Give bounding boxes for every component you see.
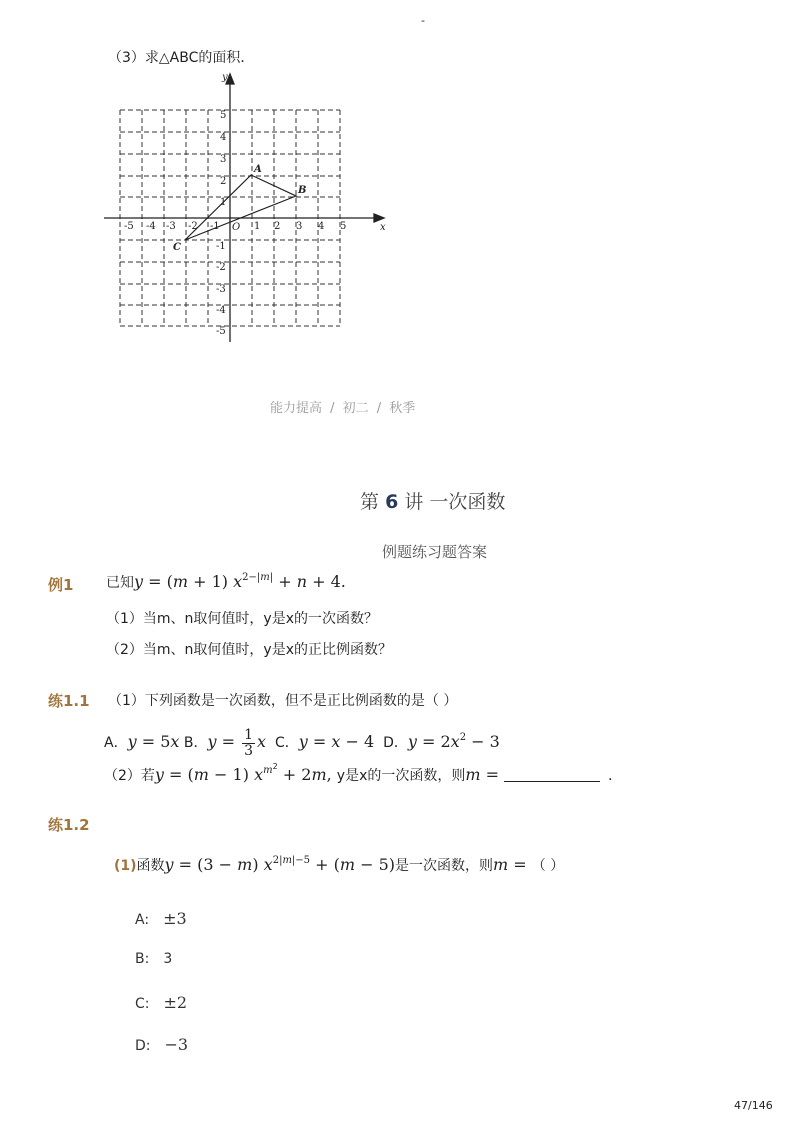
option-a-letter: A． [104,735,128,751]
lecture-number: 6 [385,491,399,513]
origin-label: O [232,222,241,233]
point-c-label: C [173,242,181,253]
question-text-2: 是一次函数，则 [395,858,494,874]
y-tick: -3 [216,284,226,295]
y-tick: 2 [220,176,227,187]
x-tick: -5 [124,221,134,232]
practice-1-1-q2: （2）若y = (m − 1) $x^{m^2} + 2m$, y是x的一次函数，则m = ． [104,762,623,784]
practice-1-1-options: A．y = 5x B．y = $\frac{1}{3}$ x C．y = x − 4 D．$y = 2x^2 - 3$ [104,726,500,759]
practice-1-1-q1: （1）下列函数是一次函数，但不是正比例函数的是（ ） [108,693,458,709]
point-a-label: A [254,164,262,175]
practice-1-2-question: (1)函数y = (3 − m) $x^{2|m|-5} + (m - 5)$是一次函数，则m = （ ） [114,855,565,874]
option-a[interactable] [135,909,187,928]
option-value: ±2 [163,993,188,1012]
option-b-letter: B． [183,735,208,751]
y-tick: 5 [220,110,227,121]
axes [104,74,384,342]
option-c-letter: C． [274,735,299,751]
option-b[interactable] [135,951,172,967]
x-tick: 3 [296,221,303,232]
x-tick: 4 [318,221,325,232]
option-d[interactable] [135,1035,188,1054]
lecture-title: 讲 一次函数 [404,491,506,513]
x-tick: -4 [146,221,156,232]
example-1-q1: （1）当m、n取何值时，y是x的一次函数？ [106,611,378,627]
section-subtitle: 例题练习题答案 [382,543,488,561]
q2-prefix: （2）若 [104,768,155,784]
example-1-label: 例1 [48,576,74,594]
y-tick: -4 [216,305,226,316]
example-1-statement: 已知y = (m + 1) $x^{2-|m|} + n + 4$. [106,572,346,591]
course-footer: 能力提高 / 初二 / 秋季 [270,401,416,416]
y-tick: 1 [220,197,227,208]
point-b-label: B [298,185,307,196]
x-tick: 1 [254,221,261,232]
option-c[interactable] [135,993,187,1012]
lecture-heading [360,487,505,514]
option-value: −3 [164,1035,189,1054]
option-value: 3 [163,951,173,967]
answer-blank[interactable] [504,769,600,782]
q2-middle: y是x的一次函数，则 [336,768,466,784]
option-letter: A: [135,912,150,928]
question-text-1: 函数 [136,858,165,874]
option-letter: B: [135,951,150,967]
option-value: ±3 [163,909,187,928]
page-number: 47/146 [734,1099,773,1112]
x-tick: -1 [210,221,220,232]
question-text-3: （ ） [531,858,565,874]
question-3-text: （3）求△ABC的面积． [108,50,255,66]
x-axis-label: x [380,222,386,233]
y-tick: -2 [216,262,226,273]
practice-1-2-label: 练1.2 [48,816,90,834]
example-1-intro: 已知 [106,575,134,591]
option-d-letter: D． [383,735,408,751]
y-tick: -1 [216,241,226,252]
fraction-one-third: $\frac{1}{3}$ [244,726,254,759]
practice-1-1-label: 练1.1 [48,692,90,710]
y-tick: 4 [220,132,227,143]
example-1-q2: （2）当m、n取何值时，y是x的正比例函数？ [106,642,392,658]
x-tick: -2 [188,221,198,232]
x-tick: 2 [274,221,281,232]
x-tick: 5 [340,221,347,232]
header-mark: - [421,14,425,27]
y-tick: -5 [216,326,226,337]
option-letter: C: [135,996,150,1012]
example-1-formula: y [134,572,144,591]
x-tick: -3 [166,221,176,232]
coordinate-graph [0,0,800,380]
lecture-prefix: 第 [360,491,380,513]
y-tick: 3 [220,154,227,165]
question-number: (1) [114,858,137,874]
y-axis-label: y [222,72,228,83]
option-letter: D: [135,1038,151,1054]
q2-end: ． [608,768,623,784]
